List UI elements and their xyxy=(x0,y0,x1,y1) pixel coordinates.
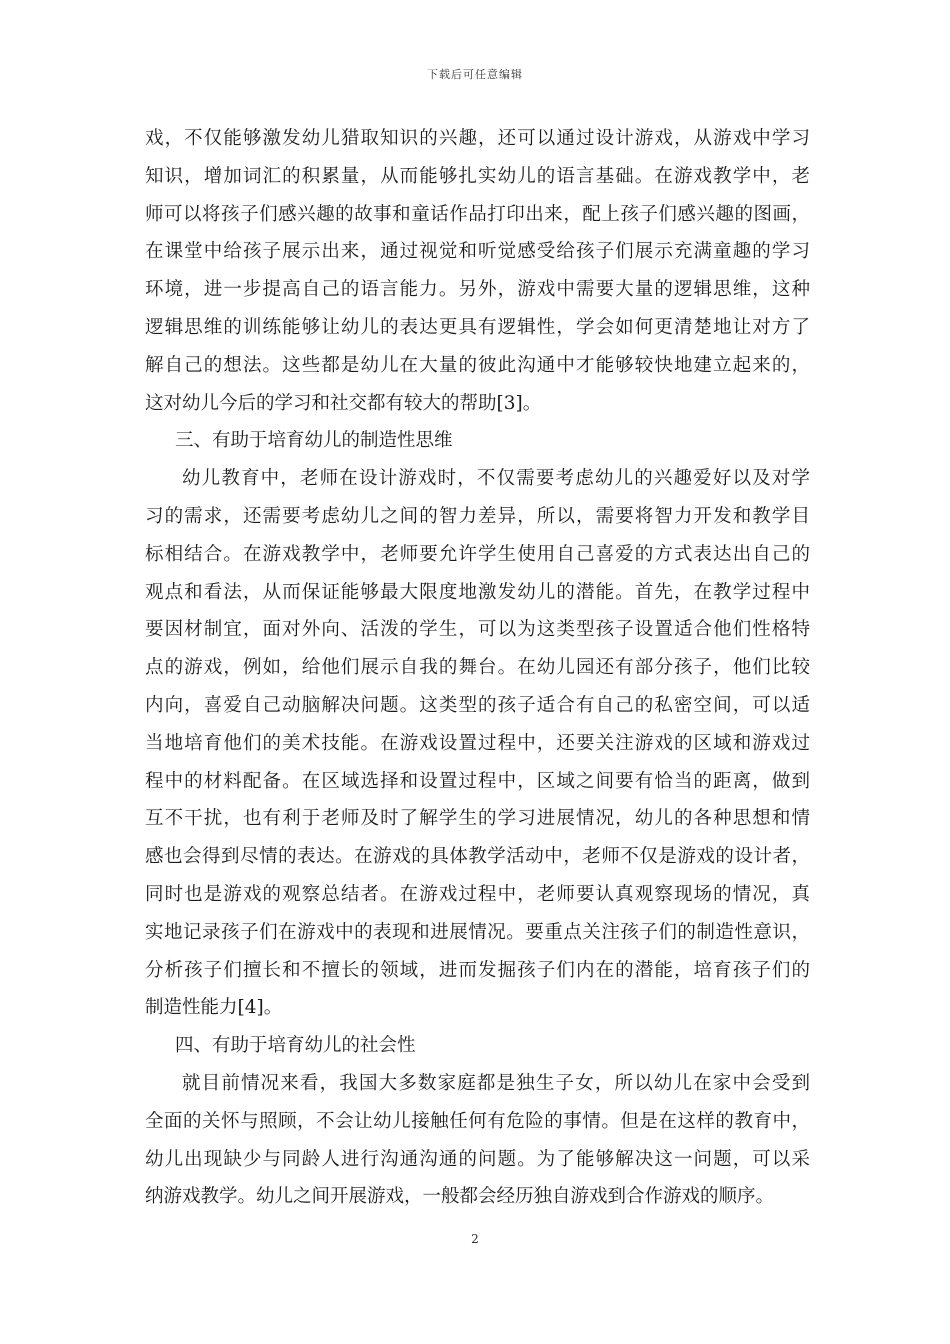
body-line: 观点和看法，从而保证能够最大限度地激发幼儿的潜能。首先，在教学过程中 xyxy=(145,581,810,603)
body-line: 戏，不仅能够激发幼儿猎取知识的兴趣，还可以通过设计游戏，从游戏中学习 xyxy=(145,128,810,149)
body-line: 实地记录孩子们在游戏中的表现和进展情况。要重点关注孩子们的制造性意识， xyxy=(145,921,810,943)
body-line: 幼儿出现缺少与同龄人进行沟通沟通的问题。为了能够解决这一问题，可以采 xyxy=(145,1148,810,1170)
body-line: 幼儿教育中，老师在设计游戏时，不仅需要考虑幼儿的兴趣爱好以及对学 xyxy=(182,468,810,490)
body-line: 环境，进一步提高自己的语言能力。另外，游戏中需要大量的逻辑思维，这种 xyxy=(145,279,810,301)
body-line: 分析孩子们擅长和不擅长的领域，进而发掘孩子们内在的潜能，培育孩子们的 xyxy=(145,959,810,981)
body-line: 同时也是游戏的观察总结者。在游戏过程中，老师要认真观察现场的情况，真 xyxy=(145,883,810,905)
body-line: 互不干扰，也有利于老师及时了解学生的学习进展情况，幼儿的各种思想和情 xyxy=(145,808,810,830)
body-line: 感也会得到尽情的表达。在游戏的具体教学活动中，老师不仅是游戏的设计者， xyxy=(145,846,810,868)
body-line: 内向，喜爱自己动脑解决问题。这类型的孩子适合有自己的私密空间，可以适 xyxy=(145,694,810,716)
page-number: 2 xyxy=(471,1232,479,1246)
body-line: 全面的关怀与照顾，不会让幼儿接触任何有危险的事情。但是在这样的教育中， xyxy=(145,1110,810,1132)
page-header: 下载后可任意编辑 xyxy=(427,68,523,81)
body-line: 就目前情况来看，我国大多数家庭都是独生子女，所以幼儿在家中会受到 xyxy=(182,1072,810,1094)
body-line: 习的需求，还需要考虑幼儿之间的智力差异，所以，需要将智力开发和教学目 xyxy=(145,505,810,527)
body-line: 在课堂中给孩子展示出来，通过视觉和听觉感受给孩子们展示充满童趣的学习 xyxy=(145,241,810,263)
body-line: 标相结合。在游戏教学中，老师要允许学生使用自己喜爱的方式表达出自己的 xyxy=(145,543,810,565)
body-line: 当地培育他们的美术技能。在游戏设置过程中，还要关注游戏的区域和游戏过 xyxy=(145,732,810,754)
body-line: 制造性能力[4]。 xyxy=(145,997,283,1019)
body-line: 师可以将孩子们感兴趣的故事和童话作品打印出来，配上孩子们感兴趣的图画， xyxy=(145,203,810,225)
body-line: 逻辑思维的训练能够让幼儿的表达更具有逻辑性，学会如何更清楚地让对方了 xyxy=(145,316,810,338)
body-line: 知识，增加词汇的积累量，从而能够扎实幼儿的语言基础。在游戏教学中，老 xyxy=(145,165,810,187)
body-line: 这对幼儿今后的学习和社交都有较大的帮助[3]。 xyxy=(145,392,542,414)
body-line: 要因材制宜，面对外向、活泼的学生，可以为这类型孩子设置适合他们性格特 xyxy=(145,619,810,641)
section-heading: 四、有助于培育幼儿的社会性 xyxy=(175,1035,416,1057)
document-body xyxy=(145,120,810,1216)
body-line: 解自己的想法。这些都是幼儿在大量的彼此沟通中才能够较快地建立起来的， xyxy=(145,354,810,376)
body-line: 纳游戏教学。幼儿之间开展游戏，一般都会经历独自游戏到合作游戏的顺序。 xyxy=(145,1186,775,1208)
body-line: 点的游戏，例如，给他们展示自我的舞台。在幼儿园还有部分孩子，他们比较 xyxy=(145,657,810,679)
body-line: 程中的材料配备。在区域选择和设置过程中，区域之间要有恰当的距离，做到 xyxy=(145,770,810,792)
section-heading: 三、有助于培育幼儿的制造性思维 xyxy=(175,430,453,452)
